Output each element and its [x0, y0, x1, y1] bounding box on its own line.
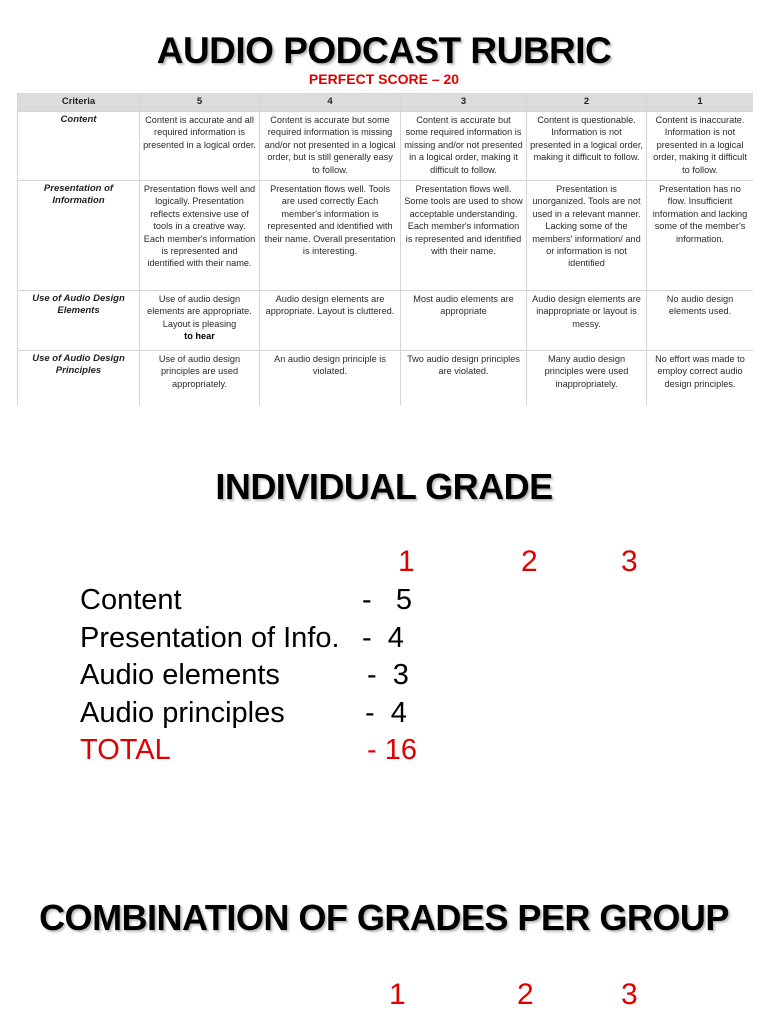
table-cell: Presentation flows well. Tools are used correctly Each member's information is represented and identified with their name. Overall presentation is interesting.	[260, 181, 401, 291]
header-score-2: 2	[527, 94, 647, 112]
rubric-row-audio-elements	[18, 291, 754, 351]
combination-columns	[0, 978, 768, 1018]
table-cell: Many audio design principles were used inappropriately.	[527, 351, 647, 406]
table-cell: Content is accurate but some required information is missing and/or not presented in a logical order, but is still generally easy to follow.	[260, 112, 401, 181]
column-number: 3	[621, 545, 638, 578]
column-number: 3	[621, 978, 638, 1011]
grade-row-presentation	[80, 620, 680, 658]
individual-grade-list	[80, 582, 680, 770]
table-cell	[140, 291, 260, 351]
table-cell: Presentation has no flow. Insufficient information and lacking some of the member's information.	[647, 181, 754, 291]
table-cell: Content is accurate and all required information is presented in a logical order.	[140, 112, 260, 181]
individual-grade-columns	[0, 545, 768, 585]
grade-total-label: TOTAL	[80, 734, 171, 766]
header-score-1: 1	[647, 94, 754, 112]
column-number: 1	[389, 978, 406, 1011]
header-score-4: 4	[260, 94, 401, 112]
table-cell: Content is accurate but some required information is missing and/or not presented in a logical order, making it difficult to follow.	[401, 112, 527, 181]
table-cell: Two audio design principles are violated.	[401, 351, 527, 406]
table-cell: Most audio elements are appropriate	[401, 291, 527, 351]
grade-label: Audio elements	[80, 659, 280, 691]
table-cell: Content is questionable. Information is not presented in a logical order, making it difficult to follow.	[527, 112, 647, 181]
rubric-header-row	[18, 94, 754, 112]
table-cell: Use of audio design principles are used appropriately.	[140, 351, 260, 406]
perfect-score-subtitle: PERFECT SCORE – 20	[308, 71, 460, 87]
grade-label: Content	[80, 584, 182, 616]
criteria-audio-elements: Use of Audio Design Elements	[18, 291, 140, 351]
grade-value: - 3	[367, 659, 409, 691]
grade-row-total	[80, 732, 680, 770]
criteria-presentation: Presentation of Information	[18, 181, 140, 291]
header-score-3: 3	[401, 94, 527, 112]
table-cell: Audio design elements are appropriate. Layout is cluttered.	[260, 291, 401, 351]
table-cell: Presentation flows well. Some tools are used to show acceptable understanding. Each member's information is represented and identified with their name.	[401, 181, 527, 291]
table-cell: No effort was made to employ correct audio design principles.	[647, 351, 754, 406]
rubric-table-container	[17, 93, 753, 405]
grade-label: Presentation of Info.	[80, 621, 340, 654]
rubric-table	[17, 93, 753, 405]
column-number: 2	[517, 978, 534, 1011]
individual-grade-heading: INDIVIDUAL GRADE	[215, 466, 553, 507]
header-criteria: Criteria	[18, 94, 140, 112]
table-cell: Audio design elements are inappropriate or layout is messy.	[527, 291, 647, 351]
table-cell: An audio design principle is violated.	[260, 351, 401, 406]
page-title: AUDIO PODCAST RUBRIC	[156, 30, 612, 71]
criteria-content: Content	[18, 112, 140, 181]
column-number: 2	[521, 545, 538, 578]
grade-label: Audio principles	[80, 696, 285, 729]
table-cell: No audio design elements used.	[647, 291, 754, 351]
grade-total-value: - 16	[367, 734, 417, 766]
table-cell: Content is inaccurate. Information is not presented in a logical order, making it difficult to follow.	[647, 112, 754, 181]
grade-value: - 4	[362, 621, 404, 654]
grade-value: - 5	[362, 584, 412, 616]
criteria-audio-principles: Use of Audio Design Principles	[18, 351, 140, 406]
grade-row-audio-elements	[80, 657, 680, 695]
grade-value: - 4	[365, 696, 407, 729]
table-cell: Presentation flows well and logically. Presentation reflects extensive use of tools in a creative way. Each member's information is represented and identified with their name.	[140, 181, 260, 291]
cell-text: Use of audio design elements are appropriate. Layout is pleasing	[147, 294, 252, 329]
cell-extra-text: to hear	[184, 331, 215, 342]
table-cell: Presentation is unorganized. Tools are not used in a relevant manner. Lacking some of the members' information/ and or information is not identified	[527, 181, 647, 291]
rubric-row-audio-principles	[18, 351, 754, 406]
grade-row-audio-principles	[80, 695, 680, 733]
rubric-row-content	[18, 112, 754, 181]
header-score-5: 5	[140, 94, 260, 112]
grade-row-content	[80, 582, 680, 620]
rubric-row-presentation	[18, 181, 754, 291]
column-number: 1	[398, 545, 415, 578]
combination-heading: COMBINATION OF GRADES PER GROUP	[39, 897, 729, 938]
